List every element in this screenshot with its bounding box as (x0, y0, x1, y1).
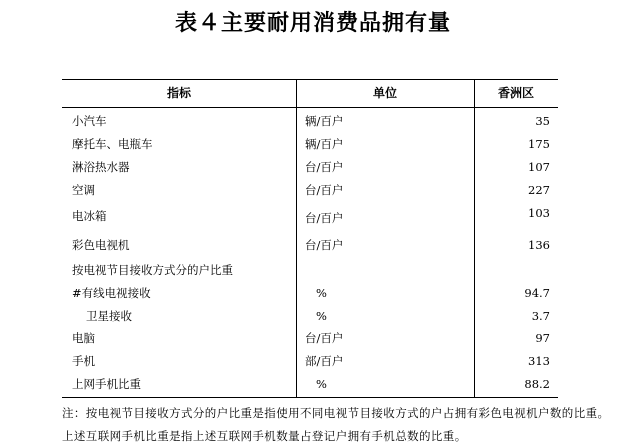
row-value-air-conditioner: 227 (528, 183, 550, 197)
row-value-water-heater: 107 (528, 160, 550, 174)
row-value-computer: 97 (535, 331, 550, 345)
header-district: 香洲区 (497, 86, 534, 100)
row-unit-satellite: % (316, 309, 327, 323)
row-unit-air-conditioner: 台/百户 (305, 183, 344, 197)
row-name-color-tv: 彩色电视机 (72, 238, 130, 252)
row-value-internet-phone-share: 88.2 (524, 377, 550, 391)
table-title: 表４主要耐用消费品拥有量 (174, 10, 451, 36)
row-name-car: 小汽车 (72, 114, 107, 128)
row-name-air-conditioner: 空调 (72, 183, 95, 197)
row-name-computer: 电脑 (72, 331, 95, 345)
row-unit-car: 辆/百户 (305, 114, 344, 128)
column-divider-unit (296, 79, 297, 397)
row-name-cable-tv: #有线电视接收 (72, 286, 151, 300)
table-bottom-rule (62, 397, 558, 398)
row-unit-refrigerator: 台/百户 (305, 211, 344, 225)
row-name-internet-phone-share: 上网手机比重 (72, 377, 141, 391)
row-unit-internet-phone-share: % (316, 377, 327, 391)
row-name-refrigerator: 电冰箱 (72, 209, 107, 223)
row-value-satellite: 3.7 (531, 309, 550, 323)
row-name-satellite: 卫星接收 (86, 309, 132, 323)
row-value-cable-tv: 94.7 (524, 286, 550, 300)
table-footnote: 注：按电视节目接收方式分的户比重是指使用不同电视节目接收方式的户占拥有彩色电视机户数的比重。上述互联网手机比重是指上述互联网手机数量占登记户拥有手机总数的比重。 (62, 406, 610, 443)
header-unit: 单位 (372, 86, 397, 100)
row-name-tv-reception-share: 按电视节目接收方式分的户比重 (72, 263, 233, 277)
row-unit-mobile-phone: 部/百户 (305, 354, 344, 368)
header-indicator: 指标 (166, 86, 191, 100)
table-header-rule (62, 107, 558, 108)
row-value-motorcycle: 175 (528, 137, 550, 151)
row-name-water-heater: 淋浴热水器 (72, 160, 130, 174)
row-value-color-tv: 136 (528, 238, 550, 252)
row-unit-cable-tv: % (316, 286, 327, 300)
row-name-mobile-phone: 手机 (72, 354, 95, 368)
row-unit-water-heater: 台/百户 (305, 160, 344, 174)
column-divider-value (474, 79, 475, 397)
row-unit-motorcycle: 辆/百户 (305, 137, 344, 151)
row-name-motorcycle: 摩托车、电瓶车 (72, 137, 153, 151)
row-value-refrigerator: 103 (528, 206, 550, 220)
row-value-car: 35 (535, 114, 550, 128)
row-unit-color-tv: 台/百户 (305, 238, 344, 252)
row-value-mobile-phone: 313 (528, 354, 550, 368)
row-unit-computer: 台/百户 (305, 331, 344, 345)
